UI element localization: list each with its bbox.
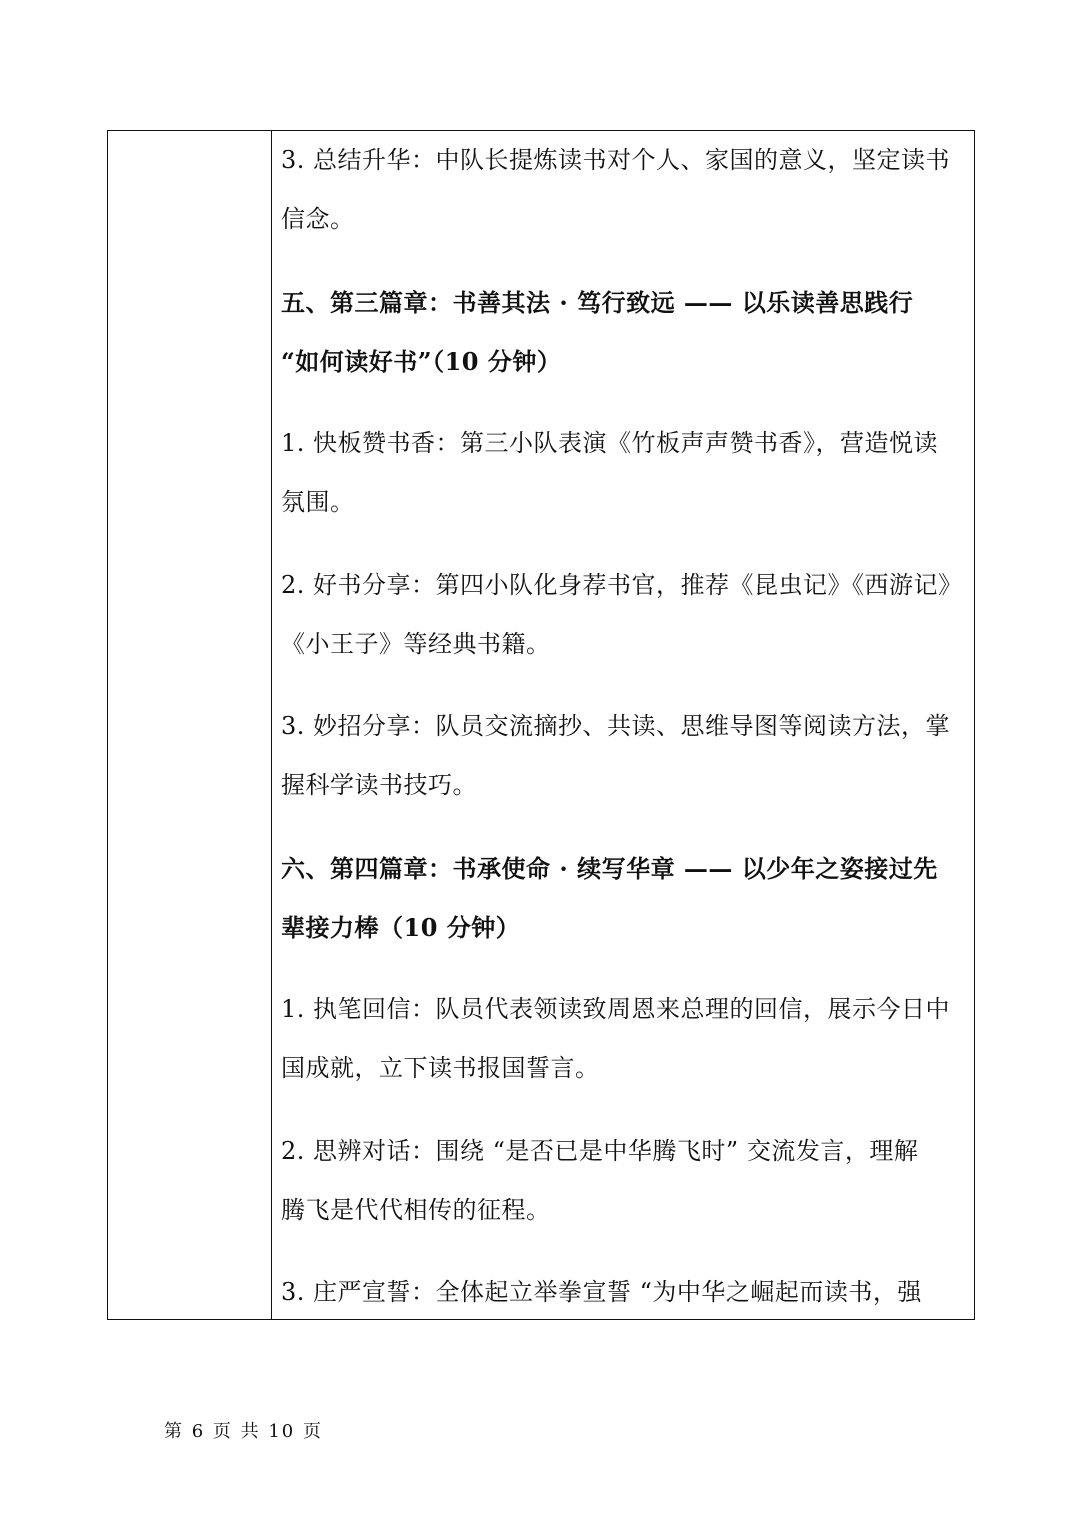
paragraph-item [281, 697, 971, 815]
text-line: 3. 总结升华：中队长提炼读书对个人、家国的意义，坚定读书 [281, 146, 951, 174]
section-heading-5 [281, 273, 971, 391]
text-line: 3. 妙招分享：队员交流摘抄、共读、思维导图等阅读方法，掌 [281, 712, 951, 740]
table-right-cell [272, 131, 974, 1319]
paragraph-item [281, 980, 971, 1098]
paragraph-item [281, 1263, 971, 1319]
heading-line: “如何读好书”（10 分钟） [281, 347, 562, 376]
paragraph-item [281, 1122, 971, 1240]
text-line: 国成就，立下读书报国誓言。 [281, 1054, 600, 1082]
heading-line: 辈接力棒（10 分钟） [281, 913, 521, 942]
paragraph-summary [281, 131, 971, 249]
text-line: 2. 好书分享：第四小队化身荐书官，推荐《昆虫记》《西游记》 [281, 571, 963, 599]
paragraph-item [281, 556, 971, 674]
section-heading-6 [281, 839, 971, 957]
heading-line: 六、第四篇章：书承使命 · 续写华章 —— 以少年之姿接过先 [281, 854, 938, 883]
text-line: 2. 思辨对话：围绕 “是否已是中华腾飞时” 交流发言，理解 [281, 1137, 919, 1165]
paragraph-item [281, 414, 971, 532]
text-line: 3. 庄严宣誓：全体起立举拳宣誓 “为中华之崛起而读书，强 [281, 1278, 922, 1306]
text-line: 《小王子》等经典书籍。 [281, 630, 551, 658]
text-line: 1. 执笔回信：队员代表领读致周恩来总理的回信，展示今日中 [281, 995, 951, 1023]
content-table [107, 130, 975, 1320]
page-footer: 第 6 页 共 10 页 [164, 1421, 323, 1442]
text-line: 1. 快板赞书香：第三小队表演《竹板声声赞书香》，营造悦读 [281, 429, 939, 457]
text-line: 信念。 [281, 205, 355, 233]
text-line: 腾飞是代代相传的征程。 [281, 1196, 551, 1224]
text-line: 握科学读书技巧。 [281, 771, 477, 799]
text-line: 氛围。 [281, 488, 355, 516]
heading-line: 五、第三篇章：书善其法 · 笃行致远 —— 以乐读善思践行 [281, 288, 914, 317]
table-left-cell [108, 131, 272, 1319]
